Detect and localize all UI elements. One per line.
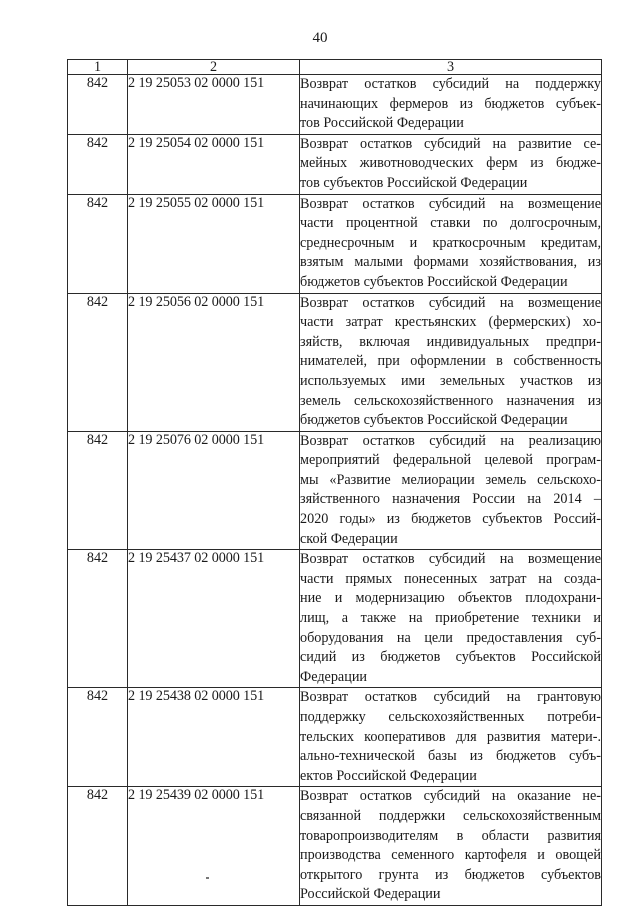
table-row xyxy=(68,293,602,431)
description-line: бюджетов субъектов Российской Федерации xyxy=(300,273,568,290)
description-line: зяйств, включая индивидуальных предпри- xyxy=(300,333,601,350)
income-description-cell xyxy=(300,293,602,431)
budget-classification-code-cell: 2 19 25055 02 0000 151 xyxy=(128,194,300,293)
description-line: открытого грунта из бюджетов субъектов xyxy=(300,866,601,883)
budget-classification-code-cell: 2 19 25056 02 0000 151 xyxy=(128,293,300,431)
description-line: мероприятий федеральной целевой програм- xyxy=(300,452,601,469)
description-line: бюджетов субъектов Российской Федерации xyxy=(300,412,568,429)
description-line: 2020 годы» из бюджетов субъектов Россий- xyxy=(300,511,601,528)
description-line: ние и модернизацию объектов плодохрани- xyxy=(300,590,601,607)
income-description-cell xyxy=(300,787,602,906)
description-line: земель сельскохозяйственного назначения из xyxy=(300,392,601,409)
column-header-1: 1 xyxy=(68,60,128,75)
description-line: части затрат крестьянских (фермерских) хо- xyxy=(300,314,601,331)
description-line: зяйственного назначения России на 2014 – xyxy=(300,491,601,508)
description-line: Возврат остатков субсидий на возмещение xyxy=(300,551,601,568)
description-line: мы «Развитие мелиорации земель сельскохо- xyxy=(300,471,601,488)
description-line: нимателей, при оформлении в собственность xyxy=(300,353,601,370)
table-row xyxy=(68,787,602,906)
description-line: связанной поддержки сельскохозяйственным xyxy=(300,807,601,824)
income-description-cell xyxy=(300,75,602,135)
description-line: мейных животноводческих ферм из бюдже- xyxy=(300,155,601,172)
description-line: лищ, а также на приобретение техники и xyxy=(300,610,601,627)
income-description-cell xyxy=(300,431,602,550)
description-line: товаропроизводителям в области развития xyxy=(300,827,601,844)
description-line: тов субъектов Российской Федерации xyxy=(300,174,528,191)
admin-code-cell: 842 xyxy=(68,75,128,135)
admin-code-cell: 842 xyxy=(68,194,128,293)
page-number: 40 xyxy=(312,30,328,46)
admin-code-cell: 842 xyxy=(68,550,128,688)
description-line: части прямых понесенных затрат на созда- xyxy=(300,570,601,587)
admin-code-cell: 842 xyxy=(68,293,128,431)
description-line: ально-технической базы из бюджетов субъ- xyxy=(300,748,601,765)
description-line: Возврат остатков субсидий на оказание не- xyxy=(300,788,601,805)
income-description-cell xyxy=(300,194,602,293)
column-header-3: 3 xyxy=(300,60,602,75)
budget-classification-code-cell: 2 19 25438 02 0000 151 xyxy=(128,688,300,787)
description-line: сидий из бюджетов субъектов Российской xyxy=(300,649,601,666)
income-description-cell xyxy=(300,550,602,688)
description-line: Федерации xyxy=(300,668,368,685)
table-row xyxy=(68,194,602,293)
description-line: Российской Федерации xyxy=(300,886,441,903)
admin-code-cell: 842 xyxy=(68,787,128,906)
table-row xyxy=(68,688,602,787)
description-line: Возврат остатков субсидий на реализацию xyxy=(300,432,601,449)
description-line: части процентной ставки по долгосрочным, xyxy=(300,215,601,232)
table-row xyxy=(68,550,602,688)
description-line: начинающих фермеров из бюджетов субъек- xyxy=(300,95,601,112)
description-line: тельских кооперативов для развития матери-. xyxy=(300,728,601,745)
description-line: взятым малыми формами хозяйствования, из xyxy=(300,254,601,271)
table-row xyxy=(68,431,602,550)
budget-classification-code-cell: 2 19 25053 02 0000 151 xyxy=(128,75,300,135)
table-row xyxy=(68,134,602,194)
description-line: Возврат остатков субсидий на поддержку xyxy=(300,76,601,92)
budget-classification-code-cell: 2 19 25054 02 0000 151 xyxy=(128,134,300,194)
budget-classification-code-cell: 2 19 25076 02 0000 151 xyxy=(128,431,300,550)
table-row xyxy=(68,75,602,135)
budget-classification-code-cell: 2 19 25439 02 0000 151 xyxy=(128,787,300,906)
income-description-cell xyxy=(300,134,602,194)
description-line: ской Федерации xyxy=(300,530,398,547)
table-header-row xyxy=(68,60,602,75)
scan-speck xyxy=(206,877,209,879)
description-line: Возврат остатков субсидий на возмещение xyxy=(300,294,601,311)
description-line: Возврат остатков субсидий на развитие се- xyxy=(300,135,601,152)
admin-code-cell: 842 xyxy=(68,431,128,550)
budget-classification-code-cell: 2 19 25437 02 0000 151 xyxy=(128,550,300,688)
description-line: ектов Российской Федерации xyxy=(300,767,477,784)
budget-codes-table xyxy=(67,59,602,906)
description-line: тов Российской Федерации xyxy=(300,115,464,132)
column-header-2: 2 xyxy=(128,60,300,75)
admin-code-cell: 842 xyxy=(68,134,128,194)
description-line: Возврат остатков субсидий на возмещение xyxy=(300,195,601,212)
admin-code-cell: 842 xyxy=(68,688,128,787)
description-line: оборудования на цели предоставления суб- xyxy=(300,629,601,646)
description-line: производства семенного картофеля и овощей xyxy=(300,847,601,864)
income-description-cell xyxy=(300,688,602,787)
description-line: используемых ими земельных участков из xyxy=(300,372,601,389)
description-line: поддержку сельскохозяйственных потреби- xyxy=(300,709,601,725)
description-line: среднесрочным и краткосрочным кредитам, xyxy=(300,234,601,251)
description-line: Возврат остатков субсидий на грантовую xyxy=(300,689,601,706)
